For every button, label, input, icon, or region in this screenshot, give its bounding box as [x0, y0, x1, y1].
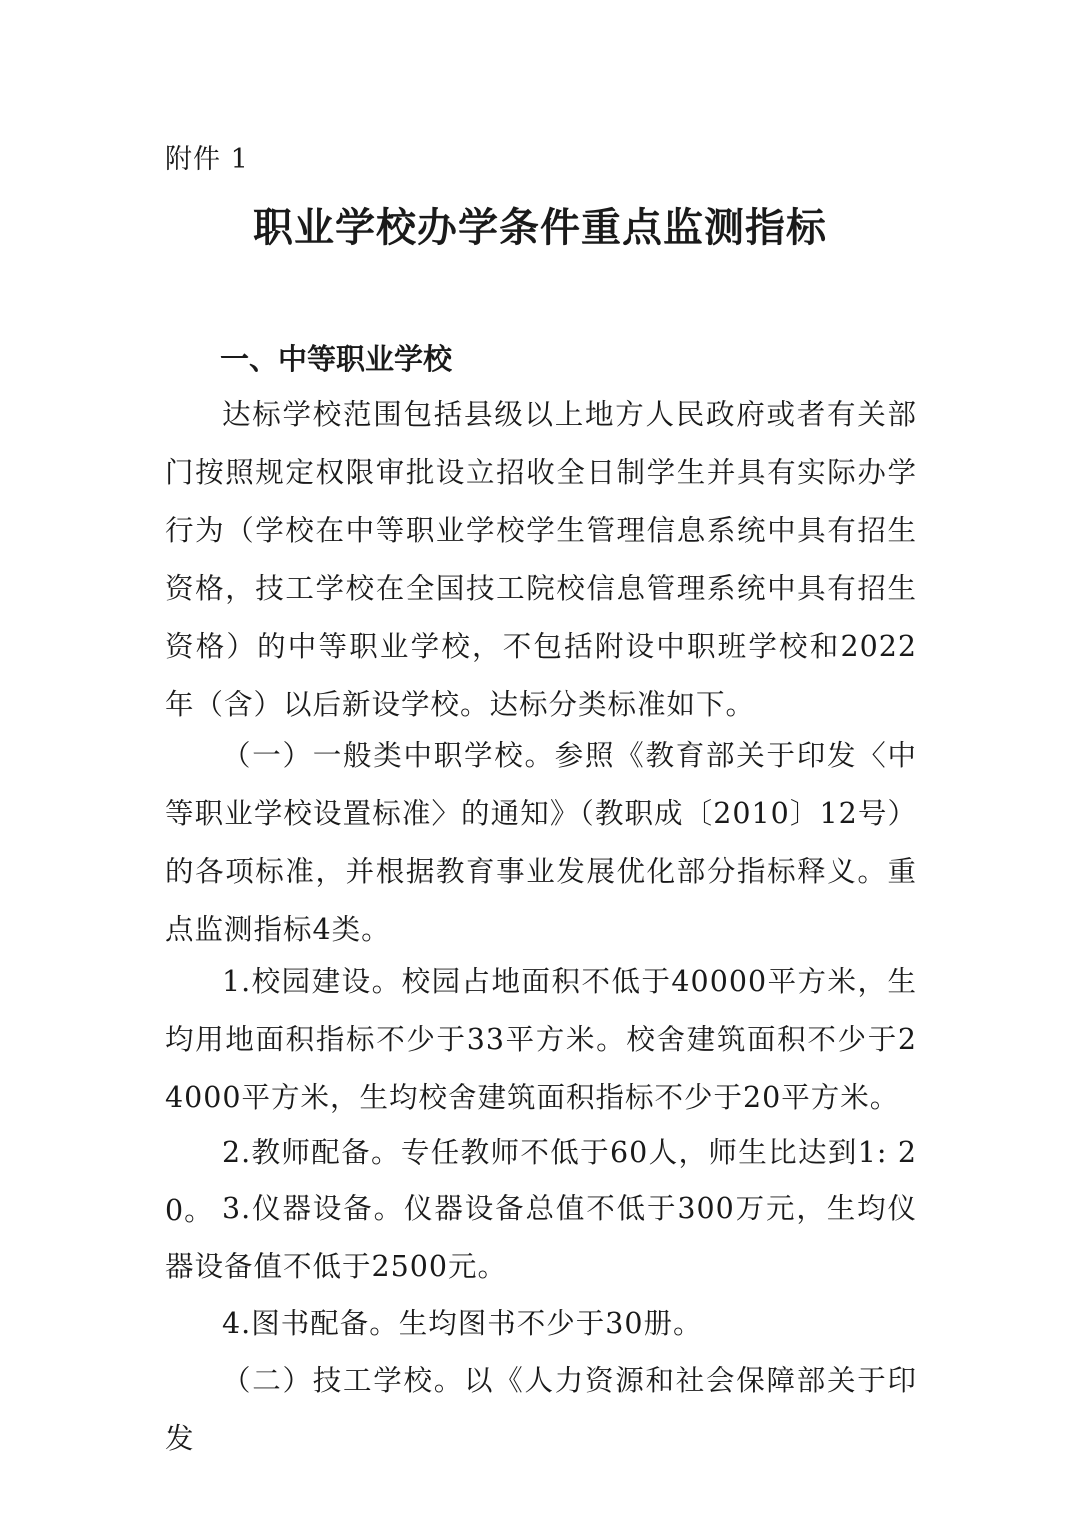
item-1-text: 1.校园建设。校园占地面积不低于40000平方米，生均用地面积指标不少于33平方米。校舍建筑面积不少于24000平方米，生均校舍建筑面积指标不少于20平方米。: [165, 965, 917, 1114]
item-3-paragraph: [165, 1180, 917, 1296]
section-heading: 一、中等职业学校: [220, 342, 453, 376]
subsection-2-text: （二）技工学校。以《人力资源和社会保障部关于印发: [165, 1364, 917, 1455]
subsection-1-paragraph: [165, 727, 917, 959]
item-3-text: 3.仪器设备。仪器设备总值不低于300万元，生均仪器设备值不低于2500元。: [165, 1192, 917, 1283]
item-1-paragraph: [165, 953, 917, 1127]
item-4-paragraph: [165, 1295, 917, 1353]
subsection-2-paragraph: [165, 1352, 917, 1468]
item-2-text: 2.教师配备。专任教师不低于60人，师生比达到1: 20。: [165, 1136, 917, 1227]
intro-text: 达标学校范围包括县级以上地方人民政府或者有关部门按照规定权限审批设立招收全日制学生并具有实际办学行为（学校在中等职业学校学生管理信息系统中具有招生资格，技工学校在全国技工院校信息管理系统中具有招生资格）的中等职业学校，不包括附设中职班学校和2022年（含）以后新设学校。达标分类标准如下。: [165, 398, 917, 721]
intro-paragraph: [165, 386, 917, 734]
page-title: 职业学校办学条件重点监测指标: [253, 204, 827, 251]
item-4-text: 4.图书配备。生均图书不少于30册。: [222, 1307, 703, 1340]
subsection-1-text: （一）一般类中职学校。参照《教育部关于印发〈中等职业学校设置标准〉的通知》（教职成〔2010〕12号）的各项标准，并根据教育事业发展优化部分指标释义。重点监测指标4类。: [165, 739, 917, 946]
attachment-label: 附件 1: [165, 144, 249, 175]
